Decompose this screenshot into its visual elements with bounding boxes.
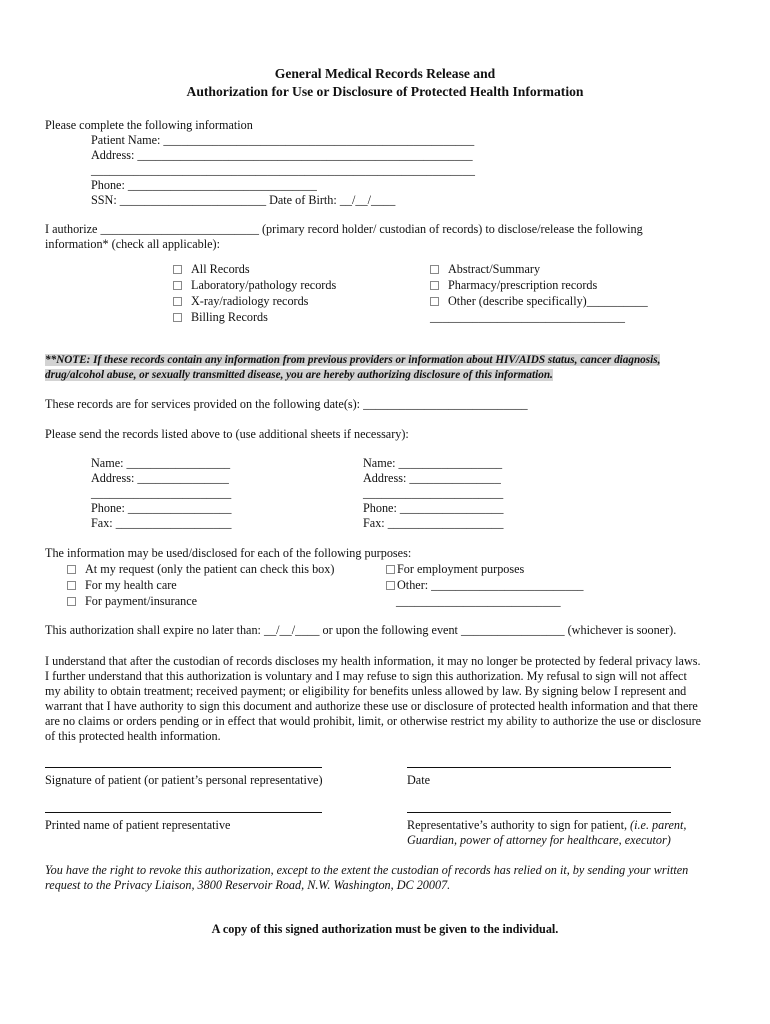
record-option-other[interactable] [430,294,648,309]
purposes-intro: The information may be used/disclosed for each of the following purposes: [45,546,412,560]
patient-name-field[interactable]: Patient Name: ___________________________________________________ [91,133,475,147]
purpose-option-label: For payment/insurance [85,594,198,608]
record-option-abstract[interactable] [430,262,540,277]
purpose-option-employment[interactable] [386,562,524,577]
representative-authority-label [407,818,686,833]
checkbox-icon[interactable] [173,281,182,290]
note-line2: drug/alcohol abuse, or sexually transmitted disease, you are hereby authorizing disclosure of this information. [45,369,553,381]
checkbox-icon[interactable] [173,265,182,274]
checkbox-icon[interactable] [386,565,395,574]
revoke-line1: You have the right to revoke this authorization, except to the extent the custodian of records has relied on it, by sending your written [45,863,689,877]
recipient1-phone-field[interactable]: Phone: _________________ [91,501,232,515]
recipient2-fax-field[interactable]: Fax: ___________________ [363,516,504,530]
representative-authority-examples: (i.e. parent, [630,818,687,832]
record-option-billing[interactable] [173,310,268,325]
checkbox-icon[interactable] [430,265,439,274]
authorize-line2: information* (check all applicable): [45,237,220,251]
record-option-label: All Records [191,262,250,276]
representative-authority-line[interactable] [407,812,671,813]
footer-notice: A copy of this signed authorization must be given to the individual. [211,922,559,936]
purpose-option-label: For my health care [85,578,177,592]
record-option-label: Pharmacy/prescription records [448,278,598,292]
revoke-line2: request to the Privacy Liaison, 3800 Reservoir Road, N.W. Washington, DC 20007. [45,878,451,892]
recipient2-address-field[interactable]: Address: _______________ [363,471,501,485]
purpose-option-label: At my request (only the patient can check this box) [85,562,335,576]
purpose-option-request[interactable] [67,562,334,577]
record-option-label: Laboratory/pathology records [191,278,337,292]
record-other-blank[interactable]: ________________________________ [430,310,625,324]
record-option-pharmacy[interactable] [430,278,597,293]
patient-info-intro: Please complete the following information [45,118,253,132]
recipient1-fax-field[interactable]: Fax: ___________________ [91,516,232,530]
signature-label: Signature of patient (or patient’s personal representative) [45,773,323,787]
purpose-option-label: Other: _________________________ [397,578,584,592]
representative-authority-label-line2: Guardian, power of attorney for healthcare, executor) [407,833,671,847]
purpose-option-other[interactable] [386,578,584,593]
checkbox-icon[interactable] [430,297,439,306]
authorize-line[interactable]: I authorize __________________________ (primary record holder/ custodian of records) to disclose/release the following [45,222,643,236]
purpose-option-healthcare[interactable] [67,578,177,593]
signature-line[interactable] [45,767,322,768]
checkbox-icon[interactable] [67,581,76,590]
printed-name-line[interactable] [45,812,322,813]
recipient2-name-field[interactable]: Name: _________________ [363,456,503,470]
checkbox-icon[interactable] [430,281,439,290]
patient-phone-field[interactable]: Phone: _______________________________ [91,178,317,192]
note-line1: **NOTE: If these records contain any information from previous providers or information about HIV/AIDS status, cancer diagnosis, [45,354,661,366]
send-records-intro: Please send the records listed above to (use additional sheets if necessary): [45,427,409,441]
record-option-xray[interactable] [173,294,308,309]
representative-authority-text: Representative’s authority to sign for patient, [407,818,631,832]
printed-name-label: Printed name of patient representative [45,818,231,832]
understand-line2: I further understand that this authorization is voluntary and I may refuse to sign this authorization. My refusal to sign will not affect [45,669,687,683]
record-option-label: X-ray/radiology records [191,294,309,308]
recipient1-address-line2-field[interactable]: _______________________ [91,486,232,500]
record-option-label: Abstract/Summary [448,262,541,276]
service-dates-field[interactable]: These records are for services provided on the following date(s): ___________________________ [45,397,528,411]
purpose-option-payment[interactable] [67,594,197,609]
recipient1-address-field[interactable]: Address: _______________ [91,471,229,485]
date-label: Date [407,773,431,787]
patient-address-field[interactable]: Address: _______________________________________________________ [91,148,473,162]
document-title-line1: General Medical Records Release and [274,66,496,81]
record-option-label: Billing Records [191,310,268,324]
document-title-line2: Authorization for Use or Disclosure of Protected Health Information [186,84,584,99]
understand-line6: of this protected health information. [45,729,221,743]
purpose-option-label: For employment purposes [397,562,525,576]
understand-line3: my ability to obtain treatment; received payment; or eligibility for benefits unless allowed by law. By signing below I represent and [45,684,687,698]
recipient1-name-field[interactable]: Name: _________________ [91,456,231,470]
understand-line4: warrant that I have authority to sign this document and authorize these use or disclosure of protected health information and that there [45,699,698,713]
date-line[interactable] [407,767,671,768]
expiration-field[interactable]: This authorization shall expire no later than: __/__/____ or upon the following event _________________ (whichever is sooner). [45,623,677,637]
patient-ssn-dob-field[interactable]: SSN: ________________________ Date of Birth: __/__/____ [91,193,396,207]
checkbox-icon[interactable] [173,297,182,306]
checkbox-icon[interactable] [173,313,182,322]
record-option-label: Other (describe specifically)__________ [448,294,648,308]
recipient2-phone-field[interactable]: Phone: _________________ [363,501,504,515]
recipient2-address-line2-field[interactable]: _______________________ [363,486,504,500]
understand-line1: I understand that after the custodian of records discloses my health information, it may no longer be protected by federal privacy laws. [45,654,701,668]
patient-address-line2-field[interactable]: _______________________________________________________________ [91,163,475,177]
checkbox-icon[interactable] [67,597,76,606]
checkbox-icon[interactable] [67,565,76,574]
record-option-lab[interactable] [173,278,336,293]
purpose-other-blank[interactable]: ___________________________ [396,594,561,608]
understand-line5: are no claims or orders pending or in effect that would prohibit, limit, or otherwise restrict my ability to authorize the use or disclosure [45,714,702,728]
record-option-all[interactable] [173,262,250,277]
checkbox-icon[interactable] [386,581,395,590]
